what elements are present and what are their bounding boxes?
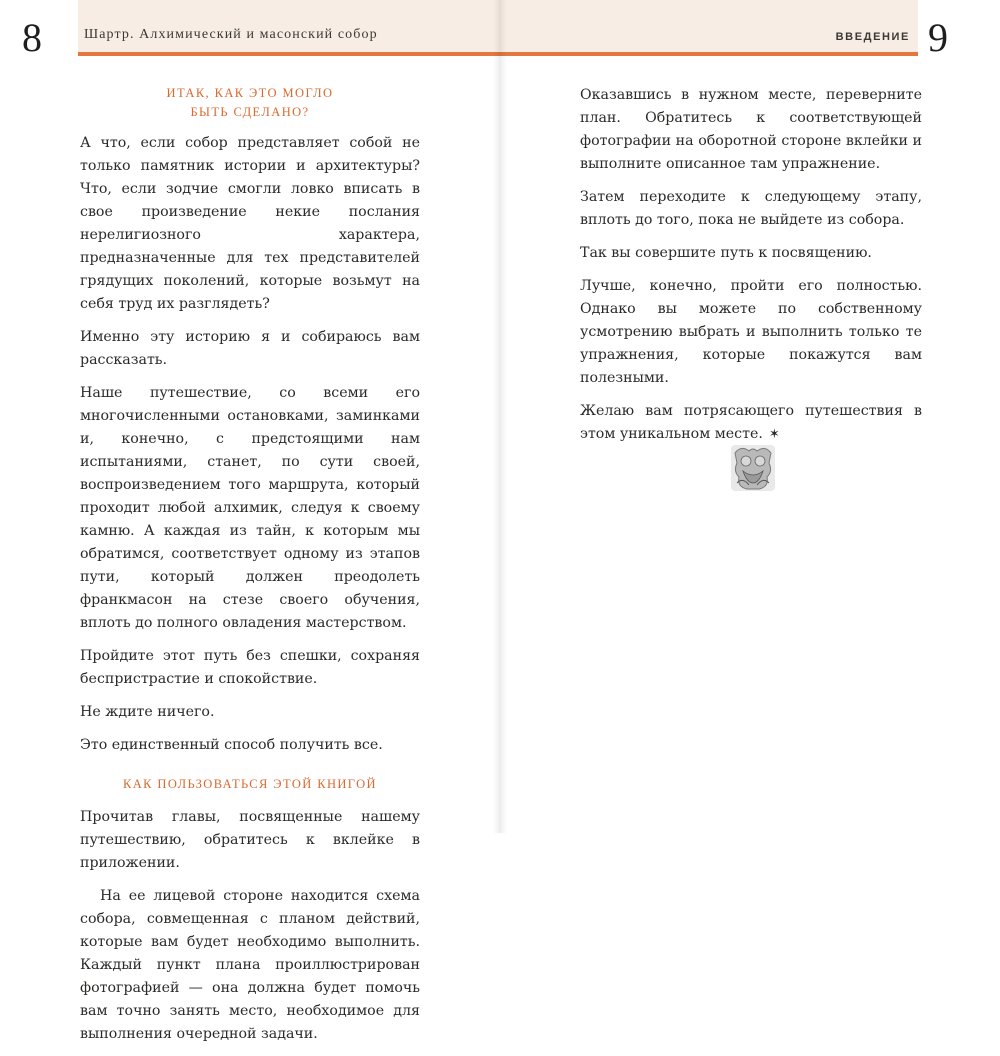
left-page-number: 8 [22, 15, 42, 60]
paragraph: Именно эту историю я и собираюсь вам рассказать. [80, 329, 420, 368]
left-header-band [78, 0, 500, 52]
paragraph: Прочитав главы, посвященные нашему путешествию, обратитесь к вклейке в приложении. [80, 809, 420, 871]
paragraph: Пройдите этот путь без спешки, сохраняя беспристрастие и спокойствие. [80, 648, 420, 687]
end-mark-star-icon: ✶ [768, 427, 780, 442]
left-running-head: Шартр. Алхимический и масонский собор [84, 27, 378, 42]
book-gutter [493, 0, 507, 833]
closing-paragraph [580, 400, 922, 446]
paragraph: Не ждите ничего. [80, 704, 215, 720]
section-heading-how-was-it-done [80, 84, 420, 122]
paragraph: Оказавшись в нужном месте, переверните план. Обратитесь к соответствующей фотографии на оборотной стороне вклейки и выполните описанное там упражнение. [580, 87, 922, 172]
heading-line-1: ИТАК, КАК ЭТО МОГЛО [166, 86, 334, 100]
section-heading-how-to-use: КАК ПОЛЬЗОВАТЬСЯ ЭТОЙ КНИГОЙ [123, 777, 377, 791]
paragraph: Лучше, конечно, пройти его полностью. Однако вы можете по собственному усмотрению выбрать и выполнить только те упражнения, которые покажутся вам полезными. [580, 278, 922, 386]
heading-line-2: БЫТЬ СДЕЛАНО? [190, 105, 310, 119]
right-header-rule [500, 52, 918, 56]
right-header-band [500, 0, 918, 52]
carved-figures-ornament-icon [729, 443, 777, 493]
left-header-rule [78, 52, 500, 56]
right-page-number: 9 [928, 15, 948, 60]
left-page-text [80, 84, 420, 1056]
right-page-text [580, 84, 922, 456]
paragraph: Наше путешествие, со всеми его многочисленными остановками, заминками и, конечно, с предстоящими нам испытаниями, станет, по сути своей, воспроизведением того маршрута, который проходит любой алхимик, следуя к своему камню. А каждая из тайн, к которым мы обратимся, соответствует одному из этапов пути, который должен преодолеть франкмасон на стезе своего обучения, вплоть до полного овладения мастерством. [80, 385, 420, 631]
paragraph: Так вы совершите путь к посвящению. [580, 245, 872, 261]
paragraph: На ее лицевой стороне находится схема собора, совмещенная с планом действий, которые вам будет необходимо выполнить. Каждый пункт плана проиллюстрирован фотографией — она должна будет помочь вам точно занять место, необходимое для выполнения очередной задачи. [80, 888, 420, 1042]
paragraph: Это единственный способ получить все. [80, 737, 383, 753]
closing-text: Желаю вам потрясающего путешествия в этом уникальном месте. [580, 403, 922, 442]
paragraph: Затем переходите к следующему этапу, вплоть до того, пока не выйдете из собора. [580, 189, 922, 228]
right-running-head: ВВЕДЕНИЕ [835, 31, 910, 43]
paragraph: А что, если собор представляет собой не только памятник истории и архитектуры? Что, если зодчие смогли ловко вписать в свое произведение некие послания нерелигиозного характера, предназначенные для тех представителей грядущих поколений, которые возьмут на себя труд их разглядеть? [80, 135, 420, 312]
